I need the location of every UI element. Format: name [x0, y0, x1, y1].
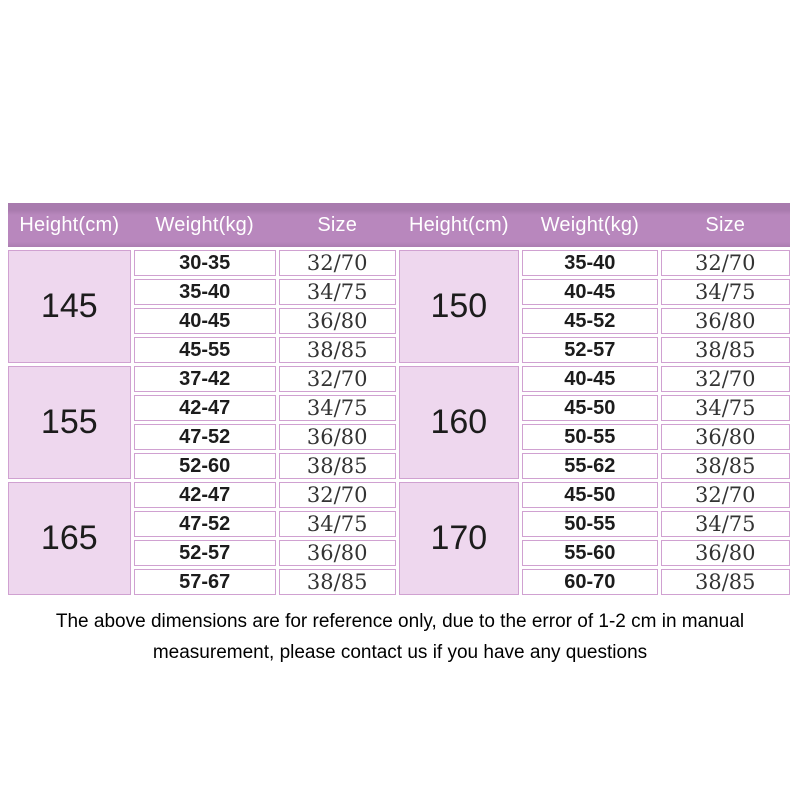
size-cell: 34/75: [279, 279, 396, 305]
size-cell: 34/75: [661, 395, 790, 421]
weight-cell: 30-35: [134, 250, 276, 276]
column-header-height: Height(cm): [19, 213, 120, 236]
size-cell: 38/85: [279, 569, 396, 595]
height-cell: 150: [399, 250, 520, 363]
weight-cell: 47-52: [134, 424, 276, 450]
column-header-height: Height(cm): [408, 213, 509, 236]
weight-cell: 60-70: [522, 569, 657, 595]
size-cell: 36/80: [661, 424, 790, 450]
size-table: [8, 203, 790, 595]
weight-cell: 45-52: [522, 308, 657, 334]
weight-cell: 50-55: [522, 511, 657, 537]
size-cell: 32/70: [279, 482, 396, 508]
weight-cell: 42-47: [134, 482, 276, 508]
size-cell: 38/85: [661, 453, 790, 479]
size-cell: 36/80: [279, 308, 396, 334]
size-cell: 36/80: [279, 540, 396, 566]
weight-cell: 40-45: [134, 308, 276, 334]
weight-cell: 45-50: [522, 482, 657, 508]
size-cell: 38/85: [661, 337, 790, 363]
weight-cell: 55-62: [522, 453, 657, 479]
footer-note-line2: measurement, please contact us if you have any questions: [152, 642, 648, 663]
size-cell: 36/80: [279, 424, 396, 450]
footer-note-line1: The above dimensions are for reference only, due to the error of 1-2 cm in manual: [55, 611, 745, 632]
column-header-size: Size: [705, 213, 746, 236]
height-cell: 155: [8, 366, 131, 479]
size-cell: 32/70: [661, 482, 790, 508]
height-cell: 145: [8, 250, 131, 363]
size-cell: 32/70: [661, 250, 790, 276]
weight-cell: 40-45: [522, 279, 657, 305]
weight-cell: 47-52: [134, 511, 276, 537]
weight-cell: 35-40: [134, 279, 276, 305]
column-header-size: Size: [317, 213, 358, 236]
size-cell: 32/70: [279, 366, 396, 392]
size-cell: 34/75: [279, 395, 396, 421]
weight-cell: 42-47: [134, 395, 276, 421]
size-cell: 38/85: [661, 569, 790, 595]
height-cell: 160: [399, 366, 520, 479]
weight-cell: 52-57: [522, 337, 657, 363]
size-cell: 34/75: [661, 511, 790, 537]
weight-cell: 45-50: [522, 395, 657, 421]
weight-cell: 35-40: [522, 250, 657, 276]
size-cell: 32/70: [279, 250, 396, 276]
size-cell: 34/75: [279, 511, 396, 537]
column-header-weight: Weight(kg): [155, 213, 254, 236]
weight-cell: 55-60: [522, 540, 657, 566]
weight-cell: 37-42: [134, 366, 276, 392]
weight-cell: 50-55: [522, 424, 657, 450]
height-cell: 165: [8, 482, 131, 595]
size-cell: 38/85: [279, 337, 396, 363]
size-cell: 36/80: [661, 308, 790, 334]
weight-cell: 52-57: [134, 540, 276, 566]
weight-cell: 40-45: [522, 366, 657, 392]
weight-cell: 57-67: [134, 569, 276, 595]
size-cell: 36/80: [661, 540, 790, 566]
weight-cell: 52-60: [134, 453, 276, 479]
footer-note: [0, 606, 800, 668]
column-header-weight: Weight(kg): [540, 213, 640, 236]
height-cell: 170: [399, 482, 520, 595]
size-cell: 38/85: [279, 453, 396, 479]
weight-cell: 45-55: [134, 337, 276, 363]
size-cell: 32/70: [661, 366, 790, 392]
size-cell: 34/75: [661, 279, 790, 305]
